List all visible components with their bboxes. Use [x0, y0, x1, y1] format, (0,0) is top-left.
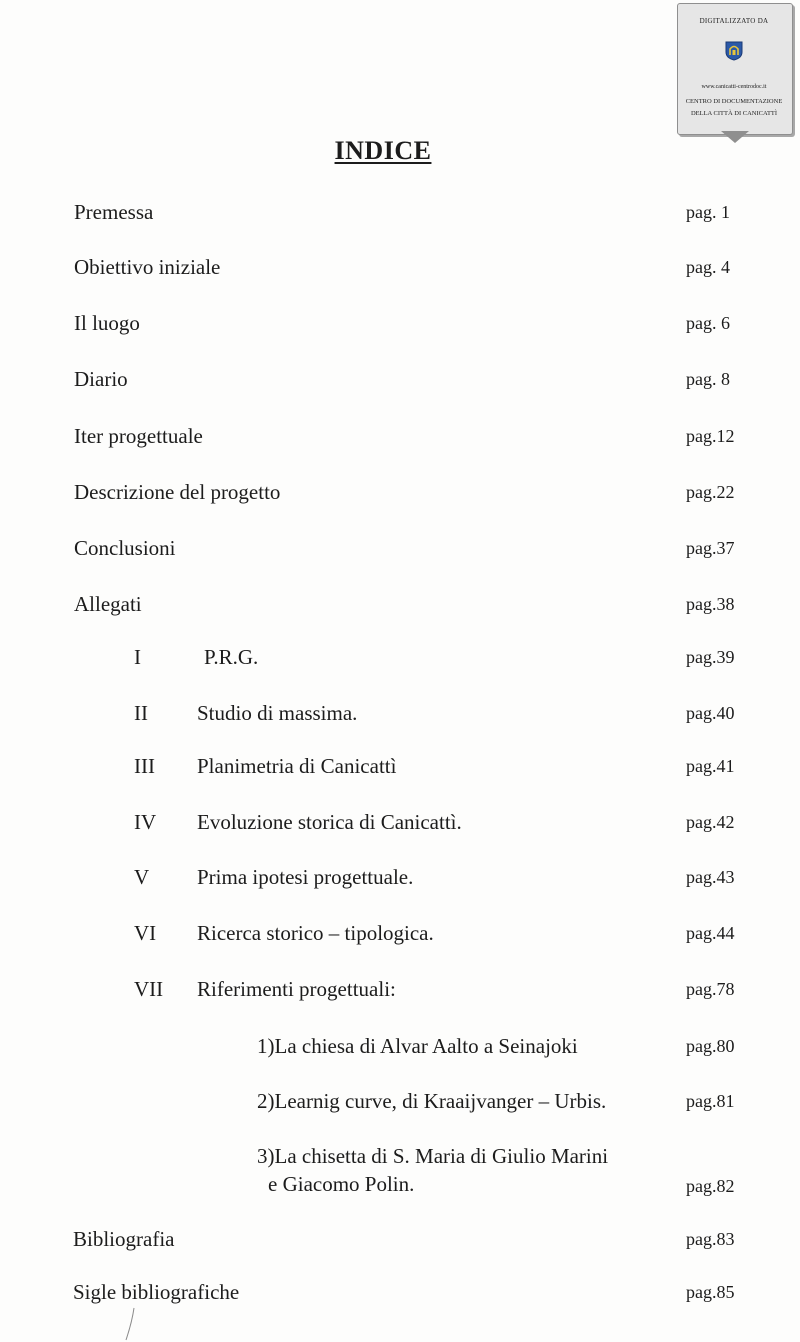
toc-entry-descrizione — [0, 480, 800, 510]
riferimento-entry — [0, 1034, 800, 1064]
toc-entry-allegati — [0, 592, 800, 622]
allegato-entry — [0, 701, 800, 731]
page-title: INDICE — [334, 136, 432, 165]
toc-page: pag.12 — [686, 426, 735, 446]
allegato-number: II — [134, 701, 148, 725]
allegato-label: Riferimenti progettuali: — [197, 977, 396, 1001]
shield-emblem-icon — [725, 41, 743, 61]
allegato-number: III — [134, 754, 155, 778]
toc-label: Conclusioni — [74, 536, 176, 560]
toc-page: pag.37 — [686, 538, 735, 558]
allegato-label: P.R.G. — [204, 645, 259, 669]
stamp-center-line1: CENTRO DI DOCUMENTAZIONE — [685, 98, 783, 105]
toc-label: Diario — [74, 367, 128, 391]
toc-page: pag. 6 — [686, 313, 730, 333]
toc-label: Iter progettuale — [74, 424, 203, 448]
stamp-url: www.canicatti-centrodoc.it — [701, 84, 767, 90]
allegato-number: VII — [134, 977, 164, 1001]
riferimento-label: 2)Learnig curve, di Kraaijvanger – Urbis. — [257, 1089, 607, 1113]
allegato-label: Planimetria di Canicattì — [197, 754, 397, 778]
allegato-number: I — [134, 645, 141, 669]
digitization-stamp — [677, 3, 793, 143]
riferimento-entry — [0, 1144, 800, 1204]
allegato-label: Evoluzione storica di Canicattì. — [197, 810, 462, 834]
toc-entry-diario — [0, 367, 800, 397]
stamp-center-line2: DELLA CITTÀ DI CANICATTÌ — [690, 110, 778, 117]
allegato-entry — [0, 754, 800, 784]
toc-label: Obiettivo iniziale — [74, 255, 221, 279]
toc-page: pag.42 — [686, 812, 735, 832]
toc-label: Sigle bibliografiche — [73, 1280, 240, 1304]
toc-page: pag.78 — [686, 979, 735, 999]
pen-mark-decoration — [120, 1306, 140, 1342]
toc-entry-bibliografia — [0, 1227, 800, 1257]
allegato-entry — [0, 810, 800, 840]
allegato-number: IV — [134, 810, 157, 834]
allegato-label: Studio di massima. — [197, 701, 358, 725]
toc-page: pag.82 — [686, 1176, 735, 1196]
toc-page: pag.85 — [686, 1282, 735, 1302]
allegato-entry — [0, 645, 800, 675]
allegato-entry — [0, 921, 800, 951]
toc-page: pag.41 — [686, 756, 735, 776]
allegato-entry — [0, 977, 800, 1007]
toc-label: Bibliografia — [73, 1227, 175, 1251]
riferimento-label: 3)La chisetta di S. Maria di Giulio Marini — [257, 1144, 609, 1168]
toc-page: pag. 4 — [686, 257, 730, 277]
toc-page: pag.44 — [686, 923, 735, 943]
toc-entry-conclusioni — [0, 536, 800, 566]
toc-entry-luogo — [0, 311, 800, 341]
allegato-number: VI — [134, 921, 157, 945]
allegato-label: Ricerca storico – tipologica. — [197, 921, 434, 945]
stamp-top-text: DIGITALIZZATO DA — [699, 17, 769, 25]
toc-entry-premessa — [0, 200, 800, 230]
riferimento-label: 1)La chiesa di Alvar Aalto a Seinajoki — [257, 1034, 578, 1058]
toc-page: pag.80 — [686, 1036, 735, 1056]
riferimento-entry — [0, 1089, 800, 1119]
toc-page: pag.83 — [686, 1229, 735, 1249]
toc-page: pag. 1 — [686, 202, 730, 222]
toc-label: Descrizione del progetto — [74, 480, 281, 504]
toc-label: Allegati — [74, 592, 142, 616]
toc-page: pag. 8 — [686, 369, 730, 389]
toc-entry-obiettivo — [0, 255, 800, 285]
toc-page: pag.38 — [686, 594, 735, 614]
toc-page: pag.22 — [686, 482, 735, 502]
toc-label: Premessa — [74, 200, 154, 224]
allegato-number: V — [134, 865, 150, 889]
toc-page: pag.39 — [686, 647, 735, 667]
toc-page: pag.81 — [686, 1091, 735, 1111]
toc-page: pag.40 — [686, 703, 735, 723]
toc-entry-iter — [0, 424, 800, 454]
allegato-entry — [0, 865, 800, 895]
toc-page: pag.43 — [686, 867, 735, 887]
allegato-label: Prima ipotesi progettuale. — [197, 865, 414, 889]
toc-label: Il luogo — [74, 311, 140, 335]
riferimento-label-continued: e Giacomo Polin. — [268, 1172, 415, 1196]
